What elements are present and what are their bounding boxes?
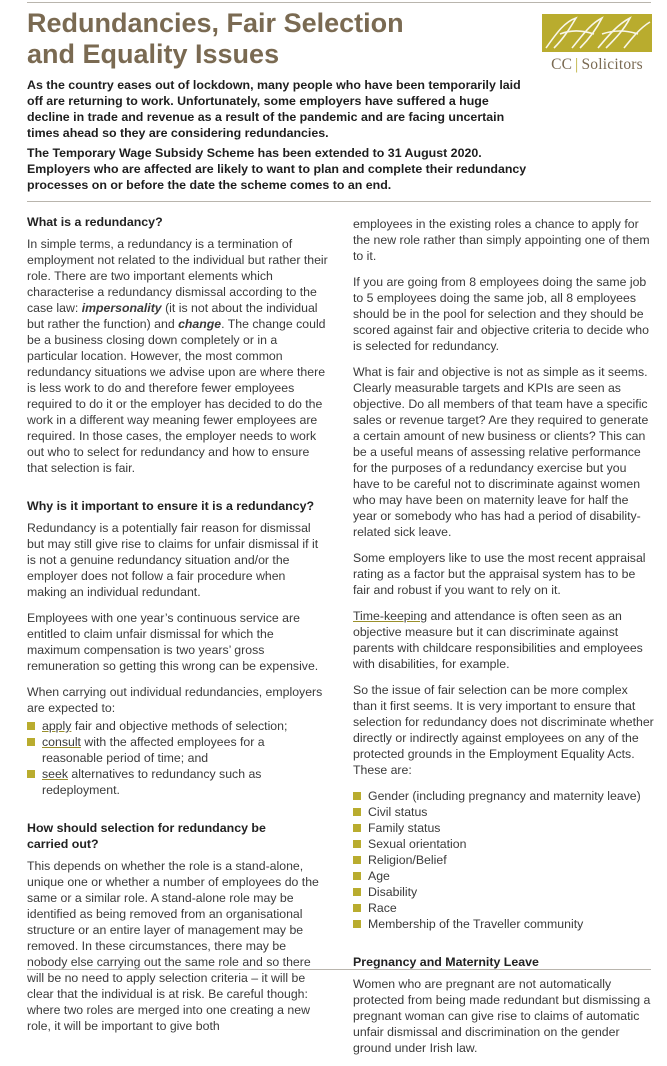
text-span: In simple terms, a redundancy is a termination of employment not related to the individual but rather their role. There are two important elements which characterise a redundancy dismissal according to the case law: (27, 237, 328, 315)
paragraph: employees in the existing roles a chance to apply for the new role rather than simply appointing one of them to it. (353, 217, 650, 263)
emphasis-text: impersonality (81, 301, 162, 315)
list-item: Family status (353, 820, 654, 836)
list-item: Civil status (353, 804, 654, 820)
bullet-lead: seek (42, 767, 68, 781)
bullet-text: fair and objective methods of selection; (71, 719, 288, 733)
heading-why-important: Why is it important to ensure it is a redundancy? (27, 499, 315, 513)
section-divider (27, 201, 651, 202)
paragraph: Redundancy is a potentially fair reason for dismissal but may still give rise to claims for unfair dismissal if it is not a genuine redundancy situation and/or the employer does not follow a fair procedure when making an individual redundant. (27, 521, 319, 599)
bottom-rule (27, 969, 651, 970)
employer-duties-list (27, 718, 328, 798)
list-item: Sexual orientation (353, 836, 654, 852)
intro-paragraph: As the country eases out of lockdown, many people who have been temporarily laid off are returning to work. Unfortunately, some employers have suffered a huge decline in trade and revenue as a result of the pandemic and are facing uncertain times ahead so they are considering redundancies. (27, 78, 521, 140)
text-span: and attendance is often seen as an objective measure but it can discriminate against parents with childcare responsibilities and employees with disabilities, for example. (353, 609, 643, 671)
paragraph: So the issue of fair selection can be more complex than it first seems. It is very important to ensure that selection for redundancy does not discriminate whether directly or indirectly against employees on any of the protected grounds in the Employment Equality Acts. These are: (353, 683, 654, 777)
right-column (353, 216, 654, 1066)
list-item (27, 718, 328, 734)
company-logo (542, 14, 652, 74)
bullet-text: with the affected employees for a reasonable period of time; and (42, 735, 265, 765)
top-rule (27, 2, 651, 3)
paragraph: Women who are pregnant are not automatically protected from being made redundant but dismissing a pregnant woman can give rise to claims of automatic unfair dismissal and discrimination on the gender ground under Irish law. (353, 977, 651, 1055)
paragraph: What is fair and objective is not as simple as it seems. Clearly measurable targets and KPIs are seen as objective. Do all members of that team have a specific sales or revenue target? Are they required to generate a certain amount of new business or clients? This can be a useful means of assessing relative performance for the purposes of a redundancy exercise but you have to be careful not to discriminate against women who may have been on maternity leave for half the year or somebody who has had a period of disability-related sick leave. (353, 365, 649, 539)
logo-mark-icon (542, 14, 652, 52)
page-title (27, 8, 497, 70)
title-line: Redundancies, Fair Selection (27, 8, 404, 38)
paragraph: This depends on whether the role is a stand-alone, unique one or whether a number of employees do the same or a similar role. A stand-alone role may be identified as being removed from an organisational structure or an entire layer of management may be removed. In these circumstances, there may be nobody else carrying out the same role and so there will be no need to apply selection criteria – it will be clear that the individual is at risk. Be careful though: where two roles are merged into one creating a new role, it will be important to give both (27, 859, 319, 1033)
heading-what-is-redundancy: What is a redundancy? (27, 215, 163, 229)
list-item: Race (353, 900, 654, 916)
bullet-lead: apply (42, 719, 72, 733)
logo-solicitors: Solicitors (581, 56, 643, 73)
list-item (27, 734, 328, 766)
emphasis-text: change (178, 317, 222, 331)
protected-grounds-list (353, 788, 654, 932)
title-line: and Equality Issues (27, 39, 280, 69)
paragraph (353, 608, 654, 672)
bullet-text: alternatives to redundancy such as redeployment. (42, 767, 262, 797)
heading-pregnancy-maternity: Pregnancy and Maternity Leave (353, 955, 539, 969)
text-span: (it is not about the individual but rather the function) and (27, 301, 318, 331)
heading-how-selection: How should selection for redundancy be carried out? (27, 821, 266, 851)
list-item: Membership of the Traveller community (353, 916, 654, 932)
paragraph: If you are going from 8 employees doing the same job to 5 employees doing the same job, all 8 employees should be in the pool for selection and they should be scored against fair and objective criteria to decide who is selected for redundancy. (353, 275, 649, 353)
list-item: Gender (including pregnancy and maternity leave) (353, 788, 654, 804)
list-item (27, 766, 328, 798)
list-item: Religion/Belief (353, 852, 654, 868)
list-item: Disability (353, 884, 654, 900)
paragraph: Some employers like to use the most recent appraisal rating as a factor but the appraisal system has to be fair and robust if you want to rely on it. (353, 551, 646, 597)
intro-paragraph: The Temporary Wage Subsidy Scheme has been extended to 31 August 2020. Employers who are affected are likely to want to plan and complete their redundancy processes on or before the date the scheme comes to an end. (27, 146, 527, 192)
text-span: . The change could be a business closing down completely or in a particular location. However, the most common redundancy situations we advise upon are where there is less work to do and therefore fewer employees required to do it or the employer has decided to do the work in a different way meaning fewer employees are required. In those cases, the employer needs to work out who to select for redundancy and how to ensure that selection is fair. (27, 317, 326, 475)
list-item: Age (353, 868, 654, 884)
logo-text (542, 56, 652, 74)
paragraph (27, 236, 328, 476)
paragraph: When carrying out individual redundancies, employers are expected to: (27, 685, 323, 715)
logo-separator: | (575, 56, 579, 73)
bullet-lead: consult (42, 735, 81, 749)
logo-cc: CC (551, 56, 573, 73)
paragraph: Employees with one year’s continuous service are entitled to claim unfair dismissal for which the maximum compensation is two years’ gross remuneration so getting this wrong can be expensive. (27, 611, 319, 673)
intro (27, 77, 527, 197)
left-column (27, 214, 328, 1044)
underlined-lead: Time-keeping (353, 609, 428, 623)
